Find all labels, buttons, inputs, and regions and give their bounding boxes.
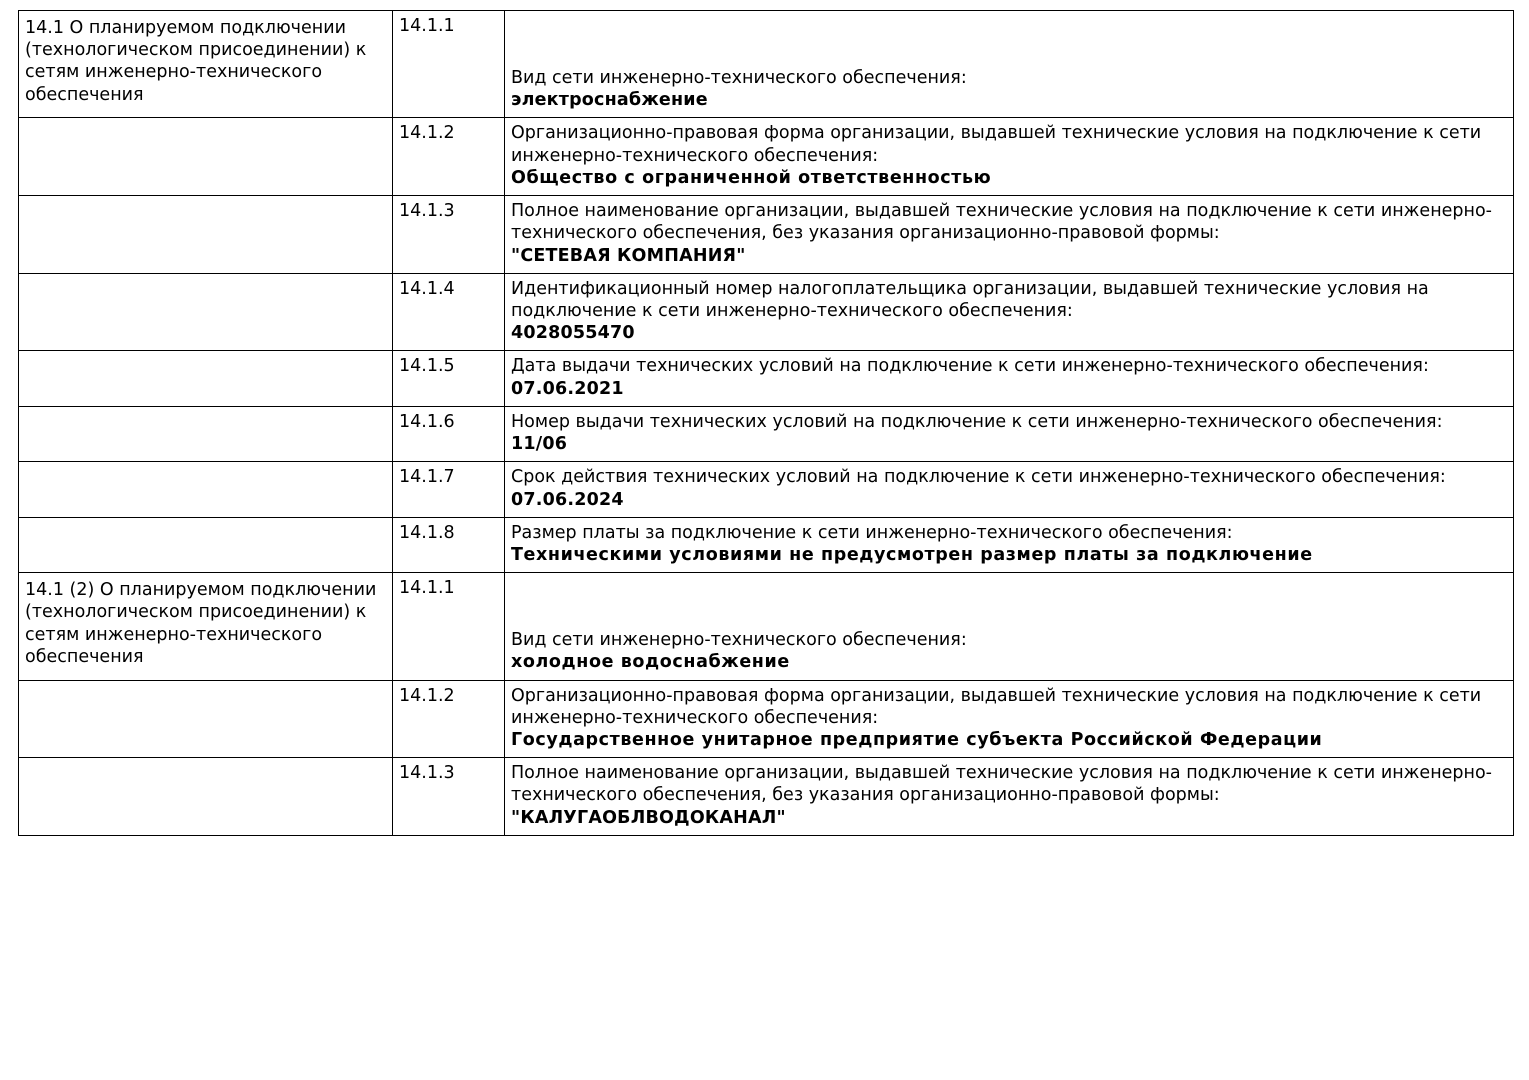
section-empty-cell [19, 118, 393, 196]
row-content-cell [505, 462, 1514, 517]
section-empty-cell [19, 406, 393, 461]
row-content-cell [505, 273, 1514, 351]
table-row [19, 11, 1514, 118]
section-empty-cell [19, 196, 393, 274]
field-value: Общество с ограниченной ответственностью [511, 167, 992, 188]
field-value: 4028055470 [511, 323, 635, 344]
section-title-cell: 14.1 (2) О планируемом подключении (технологическом присоединении) к сетям инженерно-технического обеспечения [19, 573, 393, 680]
section-title-cell: 14.1 О планируемом подключении (технологическом присоединении) к сетям инженерно-технического обеспечения [19, 11, 393, 118]
row-code-cell: 14.1.7 [393, 462, 505, 517]
row-code-cell: 14.1.3 [393, 758, 505, 836]
field-value: Техническими условиями не предусмотрен размер платы за подключение [511, 544, 1313, 565]
table-row [19, 758, 1514, 836]
field-label: Идентификационный номер налогоплательщика организации, выдавшей технические условия на подключение к сети инженерно-технического обеспечения: [511, 278, 1429, 321]
section-empty-cell [19, 758, 393, 836]
field-value: 07.06.2024 [511, 489, 624, 510]
row-content-cell [505, 406, 1514, 461]
field-label: Полное наименование организации, выдавшей технические условия на подключение к сети инженерно-технического обеспечения, без указания организационно-правовой формы: [511, 763, 1492, 806]
table-body [19, 11, 1514, 836]
row-code-cell: 14.1.2 [393, 118, 505, 196]
row-code-cell: 14.1.4 [393, 273, 505, 351]
row-code-cell: 14.1.3 [393, 196, 505, 274]
field-value: Государственное унитарное предприятие субъекта Российской Федерации [511, 730, 1323, 751]
row-content-cell [505, 680, 1514, 758]
table-row [19, 680, 1514, 758]
field-label: Размер платы за подключение к сети инженерно-технического обеспечения: [511, 522, 1233, 543]
field-label: Номер выдачи технических условий на подключение к сети инженерно-технического обеспечения: [511, 411, 1443, 432]
section-empty-cell [19, 273, 393, 351]
row-code-cell: 14.1.2 [393, 680, 505, 758]
row-code-cell: 14.1.6 [393, 406, 505, 461]
row-code-cell: 14.1.5 [393, 351, 505, 406]
row-content-cell [505, 196, 1514, 274]
row-content-cell [505, 11, 1514, 118]
section-empty-cell [19, 462, 393, 517]
field-value: "СЕТЕВАЯ КОМПАНИЯ" [511, 245, 746, 266]
field-label: Вид сети инженерно-технического обеспечения: [511, 630, 967, 651]
field-label: Дата выдачи технических условий на подключение к сети инженерно-технического обеспечения: [511, 356, 1429, 377]
section-empty-cell [19, 680, 393, 758]
field-label: Организационно-правовая форма организации, выдавшей технические условия на подключение к сети инженерно-технического обеспечения: [511, 123, 1482, 166]
section-empty-cell [19, 351, 393, 406]
row-code-cell: 14.1.1 [393, 573, 505, 680]
section-empty-cell [19, 517, 393, 572]
field-value: электроснабжение [511, 90, 708, 111]
row-content-cell [505, 351, 1514, 406]
row-content-cell [505, 118, 1514, 196]
field-value: "КАЛУГАОБЛВОДОКАНАЛ" [511, 807, 786, 828]
field-label: Организационно-правовая форма организации, выдавшей технические условия на подключение к сети инженерно-технического обеспечения: [511, 685, 1482, 728]
row-content-cell [505, 573, 1514, 680]
table-row [19, 118, 1514, 196]
field-label: Вид сети инженерно-технического обеспечения: [511, 68, 967, 88]
table-row [19, 196, 1514, 274]
field-label: Срок действия технических условий на подключение к сети инженерно-технического обеспечения: [511, 467, 1446, 488]
field-value: холодное водоснабжение [511, 652, 790, 673]
field-value: 11/06 [511, 434, 568, 455]
row-content-cell [505, 517, 1514, 572]
table-row [19, 406, 1514, 461]
row-content-cell [505, 758, 1514, 836]
table-row [19, 573, 1514, 680]
connection-details-table [18, 10, 1514, 836]
table-row [19, 351, 1514, 406]
row-code-cell: 14.1.8 [393, 517, 505, 572]
field-label: Полное наименование организации, выдавшей технические условия на подключение к сети инженерно-технического обеспечения, без указания организационно-правовой формы: [511, 201, 1492, 244]
table-row [19, 273, 1514, 351]
field-value: 07.06.2021 [511, 378, 624, 399]
table-row [19, 517, 1514, 572]
table-row [19, 462, 1514, 517]
row-code-cell: 14.1.1 [393, 11, 505, 118]
